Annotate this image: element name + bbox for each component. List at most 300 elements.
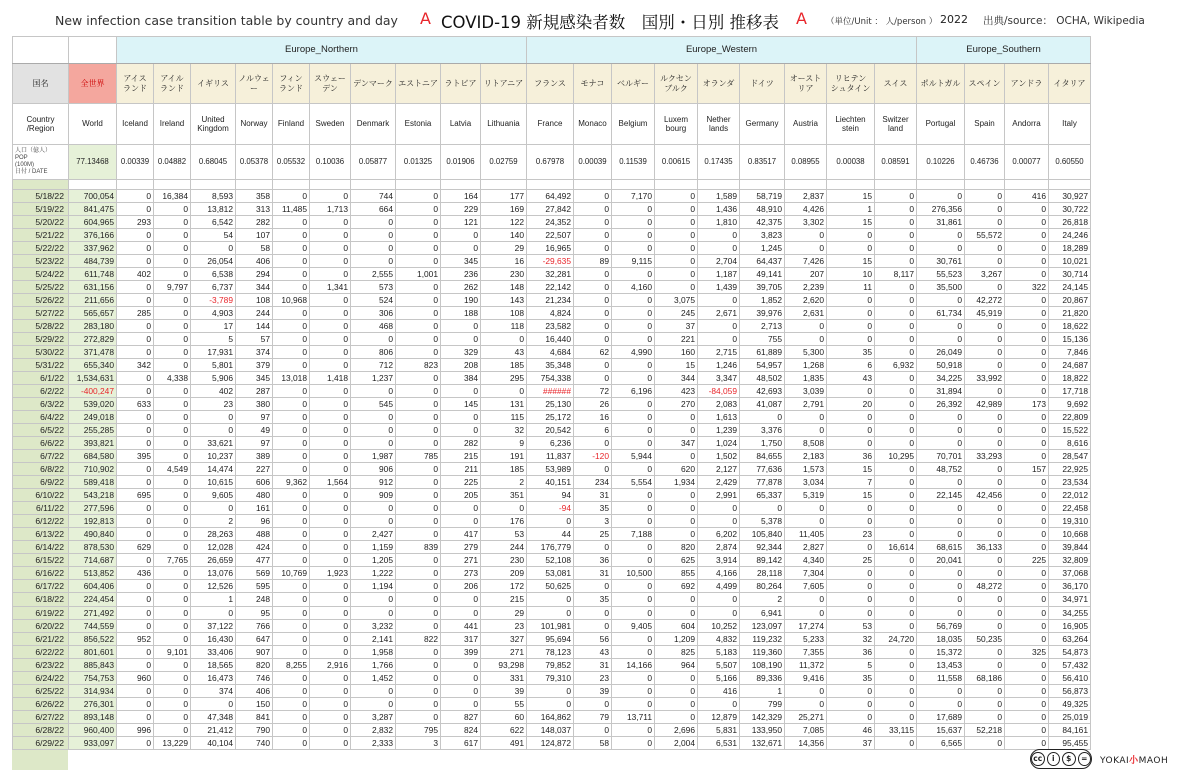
case-count-cell: 1 (827, 203, 875, 216)
case-count-cell: 417 (441, 528, 481, 541)
case-count-cell: 1 (191, 593, 236, 606)
country-en-name: Germany (740, 104, 785, 145)
case-count-cell: 39,705 (740, 281, 785, 294)
country-en-name: World (69, 104, 117, 145)
case-count-cell: 399 (441, 645, 481, 658)
date-cell: 6/8/22 (13, 463, 69, 476)
case-count-cell: 43 (574, 645, 612, 658)
case-count-cell: 0 (740, 411, 785, 424)
case-count-cell: 0 (612, 372, 655, 385)
case-count-cell: 49,141 (740, 268, 785, 281)
case-count-cell: -94 (527, 502, 574, 515)
country-jp-name: ノルウェー (236, 64, 273, 104)
case-count-cell: 2,715 (698, 346, 740, 359)
case-count-cell: 0 (612, 515, 655, 528)
case-count-cell: 0 (1005, 671, 1049, 684)
case-count-cell: 54,957 (740, 359, 785, 372)
case-count-cell: 0 (574, 320, 612, 333)
case-count-cell: 0 (310, 593, 351, 606)
case-count-cell: 801,601 (69, 645, 117, 658)
table-row (13, 528, 1091, 541)
case-count-cell: 6,531 (698, 736, 740, 749)
case-count-cell: 0 (481, 502, 527, 515)
case-count-cell: 89 (574, 255, 612, 268)
case-count-cell: 20,867 (1049, 294, 1091, 307)
case-count-cell: 6,202 (698, 528, 740, 541)
case-count-cell: 0 (612, 229, 655, 242)
case-count-cell: 0 (273, 697, 310, 710)
case-count-cell: 0 (655, 450, 698, 463)
case-count-cell: 225 (441, 476, 481, 489)
case-count-cell: 8,508 (785, 437, 827, 450)
case-count-cell: 0 (827, 242, 875, 255)
population-value: 0.00038 (827, 145, 875, 180)
case-count-cell: 0 (1005, 255, 1049, 268)
date-cell: 5/19/22 (13, 203, 69, 216)
case-count-cell: 17,274 (785, 619, 827, 632)
table-row (13, 580, 1091, 593)
case-count-cell: 4,832 (698, 632, 740, 645)
case-count-cell: 5,944 (612, 450, 655, 463)
case-count-cell: 0 (310, 333, 351, 346)
case-count-cell: 4,684 (527, 346, 574, 359)
case-count-cell: 0 (273, 437, 310, 450)
case-count-cell: 0 (154, 411, 191, 424)
table-row (13, 502, 1091, 515)
case-count-cell: 0 (655, 424, 698, 437)
case-count-cell: 0 (154, 580, 191, 593)
case-count-cell: 0 (875, 515, 917, 528)
case-count-cell: 314,934 (69, 684, 117, 697)
case-count-cell: 57 (236, 333, 273, 346)
case-count-cell: 0 (655, 229, 698, 242)
case-count-cell: 173 (1005, 398, 1049, 411)
case-count-cell: 0 (117, 580, 154, 593)
case-count-cell: 0 (655, 502, 698, 515)
case-count-cell: 513,852 (69, 567, 117, 580)
case-count-cell: 906 (351, 463, 396, 476)
case-count-cell: 77,636 (740, 463, 785, 476)
table-row (13, 554, 1091, 567)
date-cell: 6/5/22 (13, 424, 69, 437)
case-count-cell: 912 (351, 476, 396, 489)
case-count-cell: 17,931 (191, 346, 236, 359)
case-count-cell: 0 (441, 242, 481, 255)
case-count-cell: 13,076 (191, 567, 236, 580)
case-count-cell: 207 (785, 268, 827, 281)
case-count-cell: 58,719 (740, 190, 785, 203)
spacer-cell (236, 180, 273, 190)
country-en-label: Country /Region (13, 104, 69, 145)
case-count-cell: 84,655 (740, 450, 785, 463)
case-count-cell: 0 (827, 294, 875, 307)
case-count-cell: 0 (117, 684, 154, 697)
case-count-cell: 0 (827, 593, 875, 606)
spacer-cell (917, 180, 965, 190)
case-count-cell: 379 (236, 359, 273, 372)
case-count-cell: 790 (236, 723, 273, 736)
case-count-cell: 44 (527, 528, 574, 541)
case-count-cell: 26,659 (191, 554, 236, 567)
case-count-cell: 384 (441, 372, 481, 385)
case-count-cell: 169 (481, 203, 527, 216)
case-count-cell: 18,289 (1049, 242, 1091, 255)
case-count-cell: 2 (481, 476, 527, 489)
case-count-cell: 2,127 (698, 463, 740, 476)
case-count-cell: 0 (396, 502, 441, 515)
case-count-cell: 0 (965, 255, 1005, 268)
case-count-cell: 695 (117, 489, 154, 502)
date-cell: 6/12/22 (13, 515, 69, 528)
case-count-cell: 0 (655, 281, 698, 294)
spacer-cell (69, 180, 117, 190)
date-cell: 5/21/22 (13, 229, 69, 242)
case-count-cell: 1,452 (351, 671, 396, 684)
country-en-name: Norway (236, 104, 273, 145)
case-count-cell: 23 (481, 619, 527, 632)
case-count-cell: 855 (655, 567, 698, 580)
case-count-cell: 0 (574, 606, 612, 619)
case-count-cell: 37,068 (1049, 567, 1091, 580)
case-count-cell: 0 (655, 710, 698, 723)
case-count-cell: 6 (574, 424, 612, 437)
case-count-cell: 0 (351, 606, 396, 619)
case-count-cell: 0 (875, 528, 917, 541)
case-count-cell: 18,622 (1049, 320, 1091, 333)
case-count-cell: 53 (481, 528, 527, 541)
case-count-cell: 6,941 (740, 606, 785, 619)
case-count-cell: 50,918 (917, 359, 965, 372)
population-value: 0.05532 (273, 145, 310, 180)
case-count-cell: 2,183 (785, 450, 827, 463)
case-count-cell: 393,821 (69, 437, 117, 450)
country-en-name: Belgium (612, 104, 655, 145)
case-count-cell: 0 (965, 190, 1005, 203)
case-count-cell: 15 (827, 190, 875, 203)
case-count-cell: 3,287 (351, 710, 396, 723)
date-cell: 5/26/22 (13, 294, 69, 307)
case-count-cell: 0 (273, 489, 310, 502)
case-count-cell: 0 (612, 606, 655, 619)
case-count-cell: 2,427 (351, 528, 396, 541)
case-count-cell: 0 (917, 294, 965, 307)
case-count-cell: 22,507 (527, 229, 574, 242)
case-count-cell: 0 (310, 541, 351, 554)
population-value: 0.10036 (310, 145, 351, 180)
date-cell: 6/6/22 (13, 437, 69, 450)
table-row (13, 710, 1091, 723)
case-count-cell: 0 (154, 294, 191, 307)
case-count-cell: 0 (612, 437, 655, 450)
case-count-cell: 294 (236, 268, 273, 281)
case-count-cell: 80,264 (740, 580, 785, 593)
case-count-cell: 0 (351, 502, 396, 515)
date-cell: 6/19/22 (13, 606, 69, 619)
case-count-cell: 0 (785, 606, 827, 619)
case-count-cell: 49,325 (1049, 697, 1091, 710)
case-count-cell: 0 (481, 385, 527, 398)
case-count-cell: 0 (154, 216, 191, 229)
case-count-cell: 142,329 (740, 710, 785, 723)
case-count-cell: 746 (236, 671, 273, 684)
case-count-cell: 0 (655, 528, 698, 541)
case-count-cell: 0 (310, 606, 351, 619)
case-count-cell: 2,832 (351, 723, 396, 736)
case-count-cell: 0 (396, 294, 441, 307)
case-count-cell: 655,340 (69, 359, 117, 372)
case-count-cell: 0 (396, 528, 441, 541)
case-count-cell: 3,267 (965, 268, 1005, 281)
case-count-cell: 406 (236, 255, 273, 268)
case-count-cell: 2,671 (698, 307, 740, 320)
case-count-cell: 16,440 (527, 333, 574, 346)
spacer-cell (481, 180, 527, 190)
case-count-cell: 0 (965, 424, 1005, 437)
case-count-cell: 0 (310, 684, 351, 697)
case-count-cell: 0 (698, 502, 740, 515)
case-count-cell: 416 (1005, 190, 1049, 203)
case-count-cell: 4,340 (785, 554, 827, 567)
case-count-cell: 0 (117, 697, 154, 710)
case-count-cell: 2,620 (785, 294, 827, 307)
spacer-cell (740, 180, 785, 190)
case-count-cell: 0 (698, 697, 740, 710)
case-count-cell: 0 (273, 723, 310, 736)
case-count-cell: 0 (612, 463, 655, 476)
case-count-cell: 245 (655, 307, 698, 320)
table-row (13, 398, 1091, 411)
case-count-cell: 0 (527, 684, 574, 697)
case-count-cell: 0 (191, 502, 236, 515)
case-count-cell: 10,252 (698, 619, 740, 632)
case-count-cell: 0 (273, 580, 310, 593)
case-count-cell: 317 (441, 632, 481, 645)
case-count-cell: 3,823 (740, 229, 785, 242)
case-count-cell: 0 (396, 476, 441, 489)
case-count-cell: 907 (236, 645, 273, 658)
case-count-cell: 15,136 (1049, 333, 1091, 346)
case-count-cell: 79,310 (527, 671, 574, 684)
case-count-cell: 273 (441, 567, 481, 580)
case-count-cell: 285 (117, 307, 154, 320)
case-count-cell: 33,992 (965, 372, 1005, 385)
case-count-cell: 10,668 (1049, 528, 1091, 541)
case-count-cell: 5 (191, 333, 236, 346)
case-count-cell: 0 (574, 242, 612, 255)
date-cell: 6/14/22 (13, 541, 69, 554)
case-count-cell: 7,846 (1049, 346, 1091, 359)
case-count-cell: 0 (273, 359, 310, 372)
case-count-cell: 0 (574, 437, 612, 450)
case-count-cell: 0 (273, 190, 310, 203)
case-count-cell: 785 (396, 450, 441, 463)
case-count-cell: 0 (396, 463, 441, 476)
case-count-cell: 22,809 (1049, 411, 1091, 424)
population-value: 0.00039 (574, 145, 612, 180)
case-count-cell: 0 (655, 671, 698, 684)
spacer-cell (191, 180, 236, 190)
case-count-cell: 406 (236, 684, 273, 697)
case-count-cell: 0 (612, 411, 655, 424)
case-count-cell: 0 (612, 645, 655, 658)
case-count-cell: 0 (310, 489, 351, 502)
case-count-cell: 9,101 (154, 645, 191, 658)
spacer-cell (574, 180, 612, 190)
case-count-cell: 55,572 (965, 229, 1005, 242)
case-count-cell: 0 (917, 190, 965, 203)
case-count-cell: 2 (740, 593, 785, 606)
case-count-cell: 0 (917, 229, 965, 242)
case-count-cell: 95,455 (1049, 736, 1091, 749)
case-count-cell: 48,910 (740, 203, 785, 216)
case-count-cell: 376,166 (69, 229, 117, 242)
table-row (13, 476, 1091, 489)
case-count-cell: 0 (117, 294, 154, 307)
case-count-cell: 52,218 (965, 723, 1005, 736)
case-count-cell: 29 (481, 606, 527, 619)
case-count-cell: 0 (574, 333, 612, 346)
cc-license-badge (1030, 749, 1092, 769)
case-count-cell: 68,186 (965, 671, 1005, 684)
date-cell: 6/18/22 (13, 593, 69, 606)
case-count-cell: 441 (441, 619, 481, 632)
case-count-cell: 0 (310, 554, 351, 567)
spacer-cell (154, 180, 191, 190)
case-count-cell: 115 (481, 411, 527, 424)
case-count-cell: 342 (117, 359, 154, 372)
case-count-cell: 42,375 (740, 216, 785, 229)
table-row (13, 255, 1091, 268)
by-icon: i (1047, 752, 1061, 766)
case-count-cell: 0 (655, 203, 698, 216)
case-count-cell: 13,453 (917, 658, 965, 671)
case-count-cell: 0 (827, 684, 875, 697)
case-count-cell: 236 (441, 268, 481, 281)
case-count-cell: 0 (965, 606, 1005, 619)
case-count-cell: 0 (655, 255, 698, 268)
country-en-name: Andorra (1005, 104, 1049, 145)
case-count-cell: 0 (117, 411, 154, 424)
case-count-cell: 0 (612, 242, 655, 255)
case-count-cell: 0 (396, 190, 441, 203)
infection-table (12, 36, 1091, 750)
case-count-cell: 46 (827, 723, 875, 736)
case-count-cell: 24,687 (1049, 359, 1091, 372)
region-header-row (13, 37, 1091, 64)
case-count-cell: 0 (154, 489, 191, 502)
case-count-cell: 0 (1005, 424, 1049, 437)
case-count-cell: 631,156 (69, 281, 117, 294)
case-count-cell: 270 (655, 398, 698, 411)
country-en-name: Portugal (917, 104, 965, 145)
region-blank-cell (69, 37, 117, 64)
case-count-cell: 484,739 (69, 255, 117, 268)
case-count-cell: -400,247 (69, 385, 117, 398)
case-count-cell: 0 (655, 411, 698, 424)
country-jp-name: イギリス (191, 64, 236, 104)
case-count-cell: 0 (827, 229, 875, 242)
case-count-cell: 5,378 (740, 515, 785, 528)
case-count-cell: 21,234 (527, 294, 574, 307)
case-count-cell: 31 (574, 658, 612, 671)
case-count-cell: 0 (273, 541, 310, 554)
case-count-cell: 0 (396, 229, 441, 242)
case-count-cell: 10,500 (612, 567, 655, 580)
table-row (13, 567, 1091, 580)
case-count-cell: 2,704 (698, 255, 740, 268)
case-count-cell: 35 (827, 671, 875, 684)
case-count-cell: 1,341 (310, 281, 351, 294)
case-count-cell: 35 (574, 593, 612, 606)
case-count-cell: 10,295 (875, 450, 917, 463)
case-count-cell: 39 (481, 684, 527, 697)
case-count-cell: 30,722 (1049, 203, 1091, 216)
case-count-cell: 0 (154, 268, 191, 281)
case-count-cell: 0 (154, 528, 191, 541)
table-row (13, 723, 1091, 736)
case-count-cell: 7,304 (785, 567, 827, 580)
case-count-cell: 0 (310, 242, 351, 255)
case-count-cell: 0 (310, 723, 351, 736)
case-count-cell: 0 (698, 606, 740, 619)
case-count-cell: 64,492 (527, 190, 574, 203)
cc-icon: cc (1031, 752, 1045, 766)
case-count-cell: 539,020 (69, 398, 117, 411)
case-count-cell: 157 (1005, 463, 1049, 476)
case-count-cell: 10,769 (273, 567, 310, 580)
case-count-cell: 17,689 (917, 710, 965, 723)
case-count-cell: 0 (612, 684, 655, 697)
date-cell: 6/11/22 (13, 502, 69, 515)
population-value: 0.11539 (612, 145, 655, 180)
case-count-cell: 0 (574, 580, 612, 593)
case-count-cell: 0 (1005, 307, 1049, 320)
case-count-cell: 0 (875, 476, 917, 489)
case-count-cell: 0 (612, 424, 655, 437)
case-count-cell: 0 (875, 385, 917, 398)
case-count-cell: 822 (396, 632, 441, 645)
country-en-name: Nether lands (698, 104, 740, 145)
case-count-cell: 25,019 (1049, 710, 1091, 723)
case-count-cell: 0 (351, 515, 396, 528)
case-count-cell: 0 (612, 593, 655, 606)
country-en-name: Denmark (351, 104, 396, 145)
case-count-cell: 11,837 (527, 450, 574, 463)
case-count-cell: 0 (1005, 268, 1049, 281)
country-jp-name: ベルギー (612, 64, 655, 104)
case-count-cell: 39,844 (1049, 541, 1091, 554)
case-count-cell: 606 (236, 476, 273, 489)
case-count-cell: 6,932 (875, 359, 917, 372)
case-count-cell: 0 (396, 255, 441, 268)
case-count-cell: 61,734 (917, 307, 965, 320)
case-count-cell: 0 (965, 697, 1005, 710)
case-count-cell: 24,145 (1049, 281, 1091, 294)
case-count-cell: 0 (655, 489, 698, 502)
case-count-cell: 1,418 (310, 372, 351, 385)
case-count-cell: 124,872 (527, 736, 574, 749)
case-count-cell: 89,142 (740, 554, 785, 567)
case-count-cell: 23,582 (527, 320, 574, 333)
case-count-cell: 8,593 (191, 190, 236, 203)
case-count-cell: 5,319 (785, 489, 827, 502)
case-count-cell: 234 (574, 476, 612, 489)
case-count-cell: 0 (965, 567, 1005, 580)
case-count-cell: 0 (965, 502, 1005, 515)
case-count-cell: 0 (785, 242, 827, 255)
case-count-cell: 122 (481, 216, 527, 229)
population-value: 0.60550 (1049, 145, 1091, 180)
